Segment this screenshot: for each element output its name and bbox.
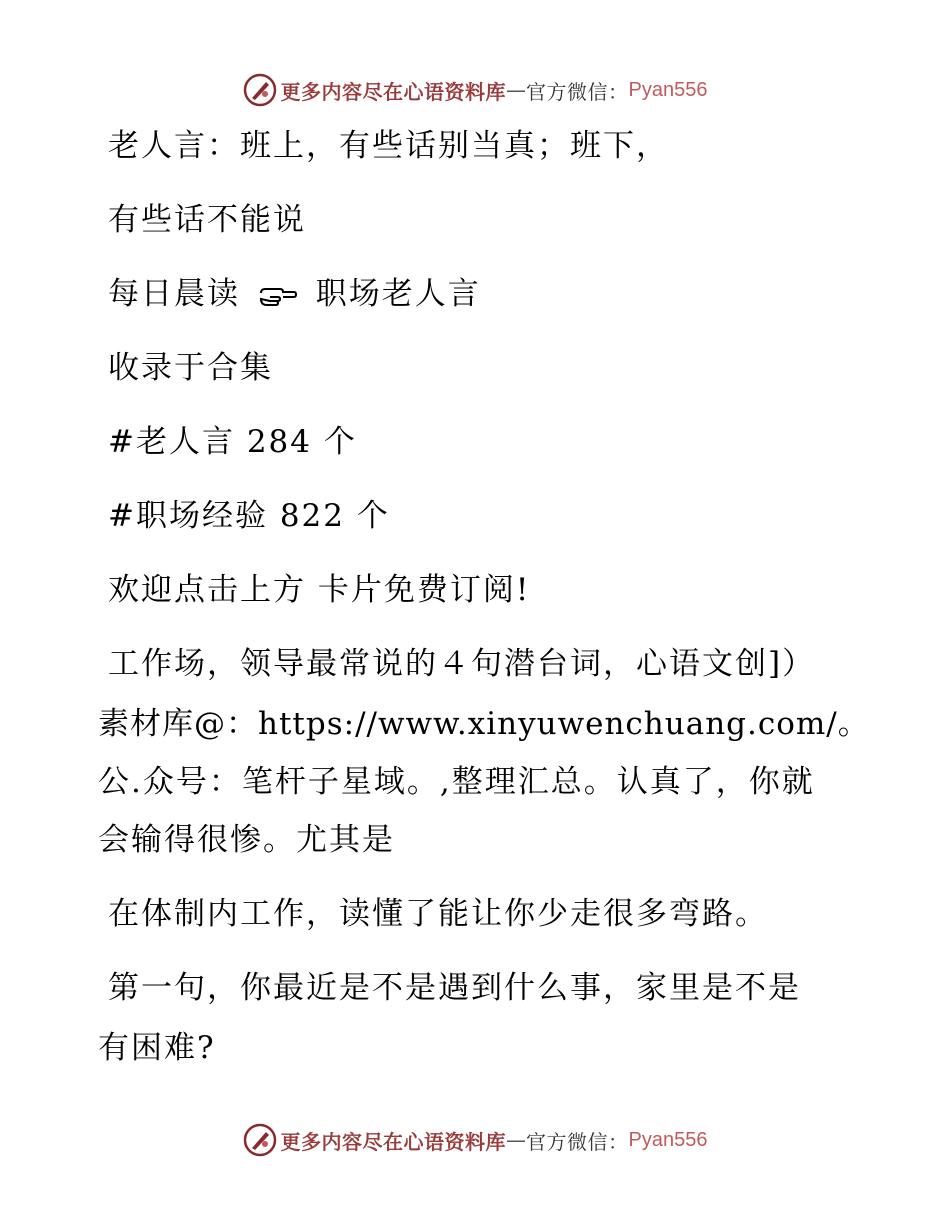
pen-logo-icon <box>243 73 277 107</box>
text-line-2: 有些话不能说 <box>108 202 306 238</box>
text-line-1: 老人言：班上，有些话别当真；班下， <box>108 128 669 164</box>
text-line-14: 有困难? <box>98 1030 216 1066</box>
career-elder-sayings-label: 职场老人言 <box>315 276 481 312</box>
banner-sub-text: 官方微信： <box>526 79 629 104</box>
banner-main-text: 更多内容尽在心语资料库 <box>280 1129 507 1154</box>
text-line-10: 公.众号：笔杆子星域。,整理汇总。认真了，你就 <box>98 764 815 800</box>
text-line-9: 素材库@：https://www.xinyuwenchuang.com/。 <box>98 706 870 742</box>
hashtag-elder-sayings: #老人言 284 个 <box>108 424 357 460</box>
text-line-13: 第一句，你最近是不是遇到什么事，家里是不是 <box>108 970 801 1006</box>
banner-separator: — <box>506 1128 527 1152</box>
pen-logo-icon <box>243 1123 277 1157</box>
text-line-3 <box>108 276 481 312</box>
morning-reading-label: 每日晨读 <box>108 276 240 312</box>
pointing-hand-icon <box>258 283 298 309</box>
banner-sub-text: 官方微信： <box>526 1129 629 1154</box>
header-watermark <box>0 70 950 110</box>
banner-separator: — <box>506 78 527 102</box>
text-line-12: 在体制内工作，读懂了能让你少走很多弯路。 <box>108 896 768 932</box>
banner-main-text: 更多内容尽在心语资料库 <box>280 79 507 104</box>
hashtag-career-experience: #职场经验 822 个 <box>108 498 390 534</box>
text-line-7: 欢迎点击上方 卡片免费订阅! <box>108 572 531 608</box>
text-line-4: 收录于合集 <box>108 350 273 386</box>
text-line-8: 工作场，领导最常说的４句潜台词，心语文创]） <box>108 646 816 682</box>
text-line-11: 会输得很惨。尤其是 <box>98 822 395 858</box>
banner-account: Pyan556 <box>628 78 708 101</box>
banner-account: Pyan556 <box>628 1128 708 1151</box>
footer-watermark <box>0 1120 950 1160</box>
